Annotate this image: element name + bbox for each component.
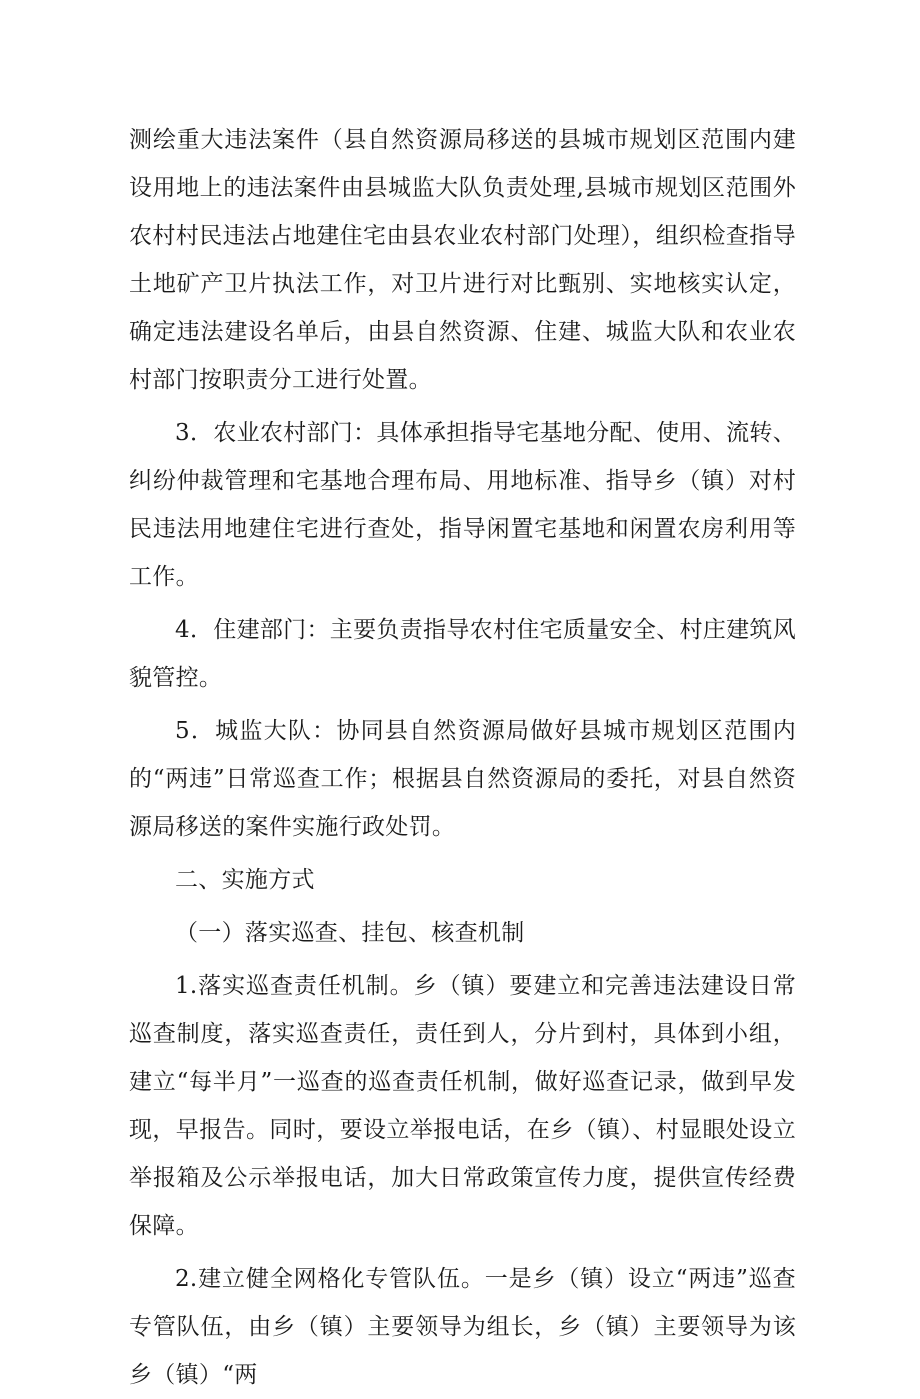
paragraph-patrol-mechanism: 1.落实巡查责任机制。乡（镇）要建立和完善违法建设日常巡查制度，落实巡查责任，责任到人，分片到村，具体到小组，建立“每半月”一巡查的巡查责任机制，做好巡查记录，做到早发现，早报告。同时，要设立举报电话，在乡（镇）、村显眼处设立举报箱及公示举报电话，加大日常政策宣传力度，提供宣传经费保障。 [129,973,796,1239]
section-heading-implementation: 二、实施方式 [175,867,315,893]
paragraph-grid-team: 2.建立健全网格化专管队伍。一是乡（镇）设立“两违”巡查专管队伍，由乡（镇）主要领导为组长，乡（镇）主要领导为该乡（镇）“两 [129,1266,796,1388]
paragraph-agriculture-dept: 3．农业农村部门：具体承担指导宅基地分配、使用、流转、纠纷仲裁管理和宅基地合理布局、用地标准、指导乡（镇）对村民违法用地建住宅进行查处，指导闲置宅基地和闲置农房利用等工作。 [129,420,796,590]
paragraph-continuation: 测绘重大违法案件（县自然资源局移送的县城市规划区范围内建设用地上的违法案件由县城监大队负责处理,县城市规划区范围外农村村民违法占地建住宅由县农业农村部门处理），组织检查指导土地矿产卫片执法工作，对卫片进行对比甄别、实地核实认定，确定违法建设名单后，由县自然资源、住建、城监大队和农业农村部门按职责分工进行处置。 [129,127,796,393]
paragraph-urban-supervision: 5．城监大队：协同县自然资源局做好县城市规划区范围内的“两违”日常巡查工作；根据县自然资源局的委托，对县自然资源局移送的案件实施行政处罚。 [129,718,796,840]
paragraph-housing-dept: 4．住建部门：主要负责指导农村住宅质量安全、村庄建筑风貌管控。 [129,617,796,691]
subsection-heading-mechanism: （一）落实巡查、挂包、核查机制 [175,920,525,946]
